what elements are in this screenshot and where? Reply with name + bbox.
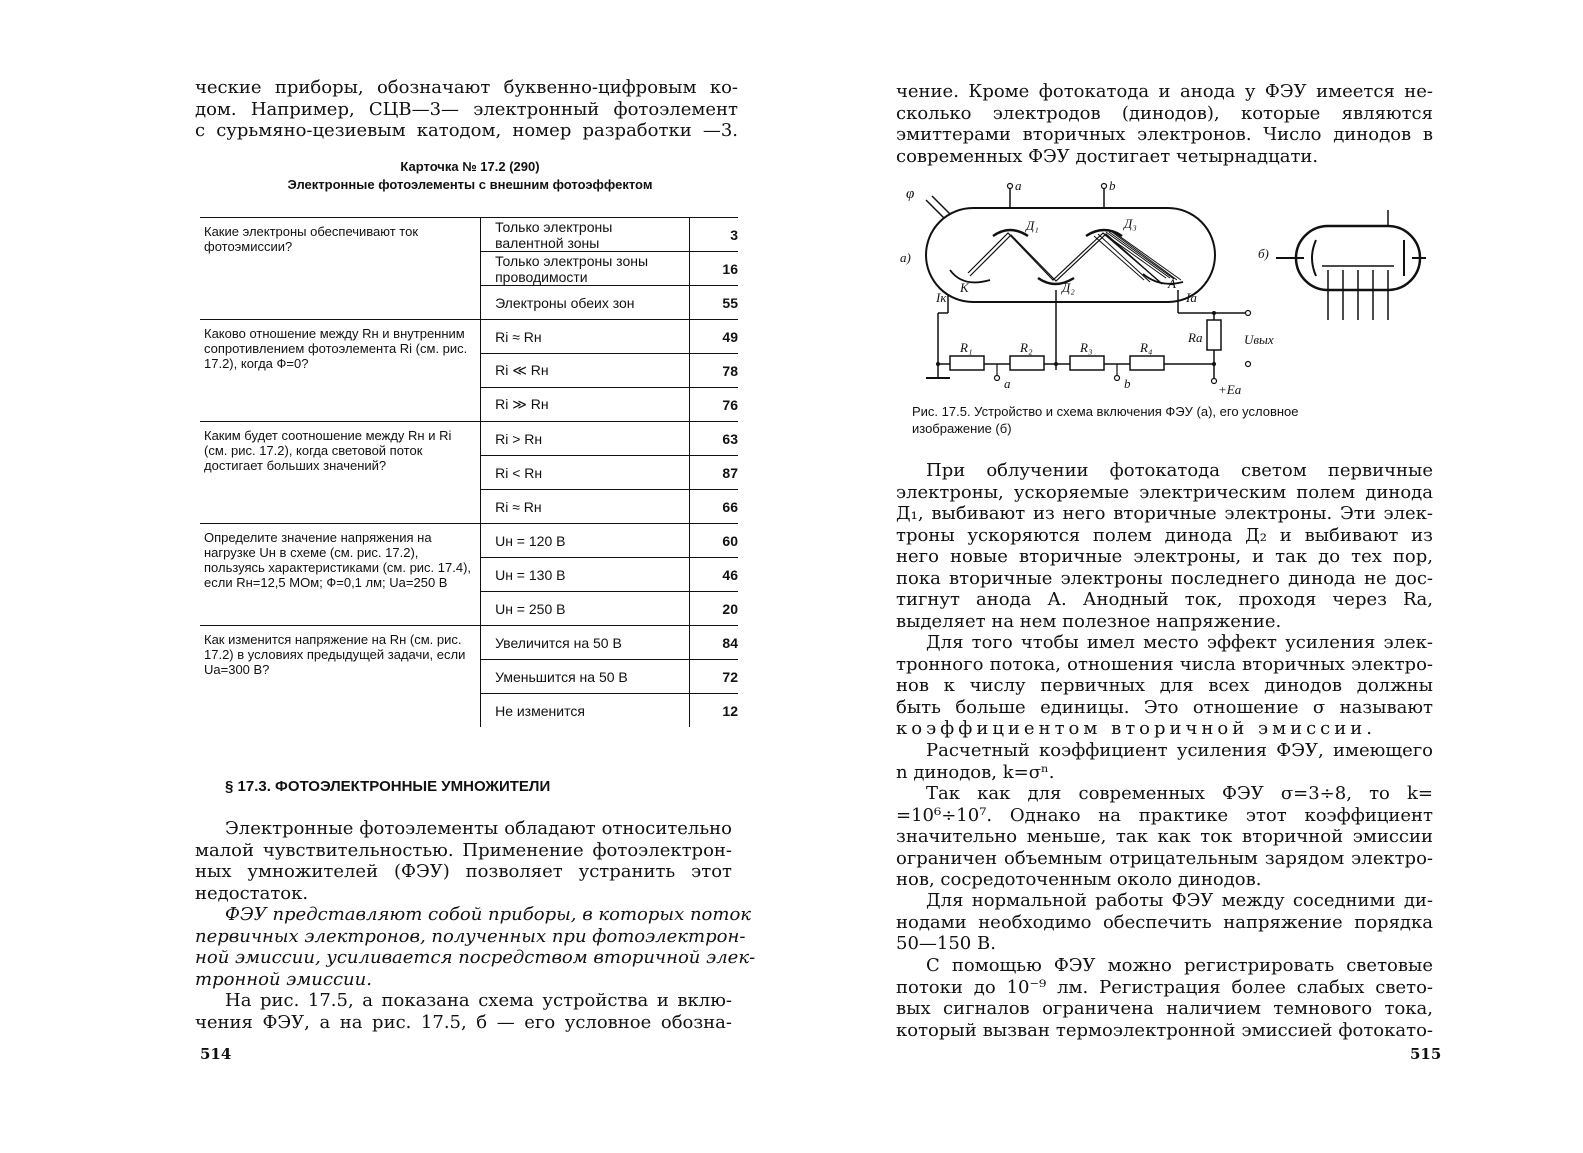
question-cell: Как изменится напряжение на Rн (см. рис. 17.2) в условиях предыдущей задачи, если Uа=300 В? [200, 626, 481, 728]
answer-cell: Уменьшится на 50 В [481, 660, 690, 694]
answer-code: 12 [722, 702, 738, 719]
answer-cell: Uн = 250 В [481, 592, 690, 626]
left-paragraph-3 [195, 990, 732, 1033]
text-line: первичных электронов, полученных при фотоэлектрон- [195, 925, 746, 947]
text-line: На рис. 17.5, а показана схема устройства и вклю- [225, 990, 732, 1011]
answer-cell: Uн = 120 В [481, 524, 690, 558]
answer-cell: Uн = 130 В [481, 558, 690, 592]
anode-label: А [1168, 276, 1176, 291]
answer-cell: Электроны обеих зон [481, 286, 690, 320]
answer-cell: Ri ≪ Rн [481, 354, 690, 388]
text-line: эмиттерами вторичных электронов. Число динодов в [896, 124, 1433, 145]
r2-label: R₂ [1020, 340, 1033, 355]
ia-label: Iа [1186, 290, 1197, 305]
text-line: Расчетный коэффициент усиления ФЭУ, имеющего [926, 740, 1433, 761]
text-line: ограничен объемным отрицательным зарядом электро- [896, 847, 1433, 869]
text-line: =10⁶÷10⁷. Однако на практике этот коэффициент [896, 804, 1433, 826]
text-line: При облучении фотокатода светом первичные [926, 460, 1433, 481]
text-line: нодами необходимо обеспечить напряжение порядка [896, 911, 1433, 933]
part-b-label: б) [1258, 246, 1269, 261]
answer-cell: Ri ≫ Rн [481, 388, 690, 422]
cathode-label: К [960, 280, 969, 295]
text-line: С помощью ФЭУ можно регистрировать световые [926, 955, 1433, 976]
answer-code: 60 [689, 524, 738, 558]
page-number: 514 [200, 1045, 232, 1063]
left-intro-paragraph [195, 77, 738, 142]
ea-label: +Eа [1218, 382, 1242, 397]
answer-code: 84 [689, 626, 738, 660]
text-line: с сурьмяно-цезиевым катодом, номер разработки —3. [195, 120, 738, 141]
text-line: тронного потока, отношения числа вторичных электро- [896, 653, 1433, 675]
answer-code: 87 [689, 456, 738, 490]
pmt-figure [898, 178, 1438, 400]
text-line: выделяет на нем полезное напряжение. [896, 610, 1282, 632]
text-line: потоки до 10⁻⁹ лм. Регистрация более слабых свето- [896, 976, 1433, 998]
text-line: ческие приборы, обозначают буквенно-цифровым ко- [195, 77, 738, 98]
text-line: n динодов, k=σⁿ. [896, 761, 1055, 783]
text-line: вых сигналов ограничена наличием темнового тока, [896, 998, 1433, 1019]
terminal-a-label: a [1015, 178, 1022, 193]
answer-code: 63 [689, 422, 738, 456]
answer-code: 16 [689, 252, 738, 286]
d3-label: Д₃ [1124, 216, 1137, 231]
answer-code: 20 [689, 592, 738, 626]
answer-cell: Ri ≈ Rн [481, 320, 690, 354]
d1-label: Д₁ [1026, 218, 1039, 233]
figure-caption [912, 403, 1432, 437]
answer-cell: Только электроны валентной зоны [481, 218, 690, 252]
ra-label: Rа [1188, 330, 1203, 345]
section-heading: § 17.3. ФОТОЭЛЕКТРОННЫЕ УМНОЖИТЕЛИ [225, 778, 551, 795]
answer-code: 78 [689, 354, 738, 388]
card-title: Карточка № 17.2 (290) [400, 159, 540, 174]
question-cell: Определите значение напряжения на нагрузке Uн в схеме (см. рис. 17.2), пользуясь характеристиками (см. рис. 17.4), если Rн=12,5 МОм; Ф=0,1 лм; Uа=250 В [200, 524, 481, 626]
text-line: Для нормальной работы ФЭУ между соседними ди- [926, 890, 1433, 911]
r4-label: R₄ [1140, 340, 1153, 355]
d2-label: Д₂ [1062, 280, 1075, 295]
answer-cell: Ri > Rн [481, 422, 690, 456]
card-subtitle: Электронные фотоэлементы с внешним фотоэффектом [287, 177, 653, 192]
text-line: дом. Например, СЦВ—3— электронный фотоэлемент [195, 98, 738, 120]
text-line: нов к числу первичных для всех динодов должны [896, 675, 1433, 696]
r1-label: R₁ [960, 340, 973, 355]
text-line: чения ФЭУ, а на рис. 17.5, б — его условное обозна- [195, 1011, 732, 1033]
table-row [200, 422, 738, 456]
answer-code: 66 [689, 490, 738, 524]
left-paragraph-1 [195, 818, 732, 904]
phi-label: φ [906, 186, 915, 202]
uout-label: Uвых [1244, 332, 1274, 347]
text-line: электроны, ускоряемые электрическим полем динода [896, 481, 1433, 503]
text-line: ной эмиссии, усиливается посредством вторичной элек- [195, 947, 756, 968]
question-cell: Каким будет соотношение между Rн и Ri (см. рис. 17.2), когда световой поток достигает больших значений? [200, 422, 481, 524]
answer-cell: Ri < Rн [481, 456, 690, 490]
answer-cell: Не изменится [481, 694, 690, 728]
tap-b-label: b [1124, 376, 1131, 391]
text-line: ных умножителей (ФЭУ) позволяет устранить этот [195, 861, 732, 882]
right-page [790, 0, 1583, 1153]
text-line: нов, сосредоточенным около динодов. [896, 869, 1262, 890]
part-a-label: а) [900, 250, 911, 265]
r3-label: R₃ [1080, 340, 1093, 355]
text-line: пока вторичные электроны последнего динода не дос- [896, 567, 1433, 589]
answer-code: 3 [689, 218, 738, 252]
text-line: Д₁, выбивают из него вторичные электроны. Эти элек- [896, 503, 1433, 524]
text-line: быть больше единицы. Это отношение σ называют [896, 696, 1433, 718]
text-line: значительно меньше, так как ток вторичной эмиссии [896, 826, 1433, 847]
right-intro-paragraph [896, 81, 1433, 167]
caption-line: Рис. 17.5. Устройство и схема включения ФЭУ (а), его условное [912, 404, 1299, 419]
answer-code: 72 [689, 660, 738, 694]
quiz-card-table [200, 217, 738, 727]
text-line: тигнут анода А. Анодный ток, проходя через Rа, [896, 589, 1433, 610]
ik-label: Iк [936, 290, 947, 305]
text-line: малой чувствительностью. Применение фотоэлектрон- [195, 839, 732, 861]
answer-code: 55 [689, 286, 738, 320]
text-line: чение. Кроме фотокатода и анода у ФЭУ имеется не- [896, 81, 1433, 102]
left-paragraph-2-italic [195, 904, 756, 990]
table-row [200, 320, 738, 354]
answer-code: 76 [689, 388, 738, 422]
text-line: него новые вторичные электроны, и так до тех пор, [896, 546, 1433, 567]
table-row [200, 524, 738, 558]
cathode [950, 270, 990, 282]
text-line: тронной эмиссии. [195, 968, 372, 990]
left-page [0, 0, 790, 1153]
answer-code: 46 [689, 558, 738, 592]
text-line: 50—150 В. [896, 933, 996, 954]
answer-cell: Только электроны зоны проводимости [481, 252, 690, 286]
answer-cell: Увеличится на 50 В [481, 626, 690, 660]
table-row [200, 218, 738, 252]
text-line: сколько электродов (динодов), которые являются [896, 102, 1433, 124]
text-line: Электронные фотоэлементы обладают относительно [225, 818, 732, 839]
answer-code: 49 [689, 320, 738, 354]
text-line: недостаток. [195, 882, 309, 904]
table-row [200, 626, 738, 660]
text-line: троны ускоряются полем динода Д₂ и выбивают из [896, 524, 1433, 546]
answer-cell: Ri ≈ Rн [481, 490, 690, 524]
page-number: 515 [1410, 1045, 1442, 1063]
tap-a-label: a [1004, 376, 1011, 391]
text-line: Так как для современных ФЭУ σ=3÷8, то k= [926, 783, 1434, 804]
question-cell: Какие электроны обеспечивают ток фотоэмиссии? [200, 218, 481, 320]
question-cell: Каково отношение между Rн и внутренним сопротивлением фотоэлемента Ri (см. рис. 17.2), когда Ф=0? [200, 320, 481, 422]
caption-line: изображение (б) [912, 421, 1012, 436]
terminal-b-label: b [1109, 178, 1116, 193]
text-line: Для того чтобы имел место эффект усиления элек- [926, 632, 1433, 653]
text-line: коэффициентом вторичной эмиссии. [896, 718, 1376, 739]
text-line: современных ФЭУ достигает четырнадцати. [896, 145, 1319, 167]
text-line: ФЭУ представляют собой приборы, в которых поток [225, 904, 752, 925]
text-line: который вызван термоэлектронной эмиссией фотокато- [896, 1019, 1433, 1041]
